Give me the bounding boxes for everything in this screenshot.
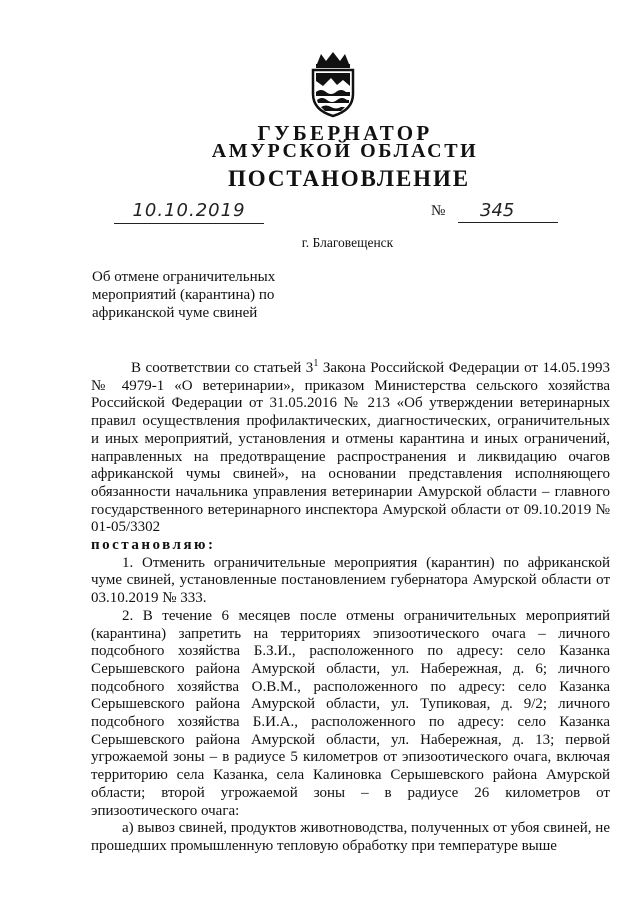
item-1: 1. Отменить ограничительные мероприятия (карантин) по африканской чуме свиней, установленные постановлением губернатора Амурской области от 03.10.2019 № 333.: [91, 554, 610, 607]
preamble-paragraph: [91, 355, 610, 537]
document-number: 345: [458, 199, 558, 223]
document-type: ПОСТАНОВЛЕНИЕ: [227, 166, 471, 191]
item-2: 2. В течение 6 месяцев после отмены ограничительных мероприятий (карантина) запретить на территориях эпизоотического очага – личного подсобного хозяйства Б.З.И., расположенного по адресу: село Казанка Серышевского района Амурской области, ул. Набережная, д. 6; личного подсобного хозяйства О.В.М., расположенного по адресу: село Казанка Серышевского района Амурской области, ул. Тупиковая, д. 9/2; личного подсобного хозяйства Б.И.А., расположенного по адресу: село Казанка Серышевского района Амурской области, ул. Набережная, д. 13; первой угрожаемой зоны – в радиусе 5 километров от эпизоотического очага, включая территорию села Казанка, села Калиновка Серышевского района Амурской области; второй угрожаемой зоны – в радиусе 26 километров от эпизоотического очага:: [91, 607, 610, 819]
document-body: [91, 355, 610, 856]
preamble-end: Закона Российской Федерации от 14.05.1993 № 4979-1 «О ветеринарии», приказом Министерства сельского хозяйства Российской Федерации от 31.05.2016 № 213 «Об утверждении ветеринарных правил осуществления профилактических, диагностических, ограничительных и иных мероприятий, установления и отмены карантина и иных ограничений, направленных на предотвращение распространения и ликвидацию очагов африканской чумы свиней», на основании представления исполняющего обязанности начальника управления ветеринарии Амурской области – главного государственного ветеринарного инспектора Амурской области от 09.10.2019 № 01-05/3302: [91, 360, 610, 536]
item-2a: а) вывоз свиней, продуктов животноводства, полученных от убоя свиней, не прошедших промышленную тепловую обработку при температуре выше: [91, 820, 610, 854]
document-date: 10.10.2019: [114, 199, 264, 224]
preamble-start: В соответствии со статьей 3: [131, 360, 314, 376]
coat-of-arms-icon: [303, 50, 363, 118]
article-superscript: 1: [313, 358, 319, 369]
header-region: АМУРСКОЙ ОБЛАСТИ: [211, 140, 479, 162]
number-label: №: [431, 203, 446, 219]
resolve-word: постановляю:: [91, 537, 216, 554]
city: г. Благовещенск: [301, 235, 394, 250]
document-subject: Об отмене ограничительных мероприятий (карантина) по африканской чуме свиней: [92, 269, 276, 321]
header-governor: ГУБЕРНАТОР: [257, 121, 433, 145]
